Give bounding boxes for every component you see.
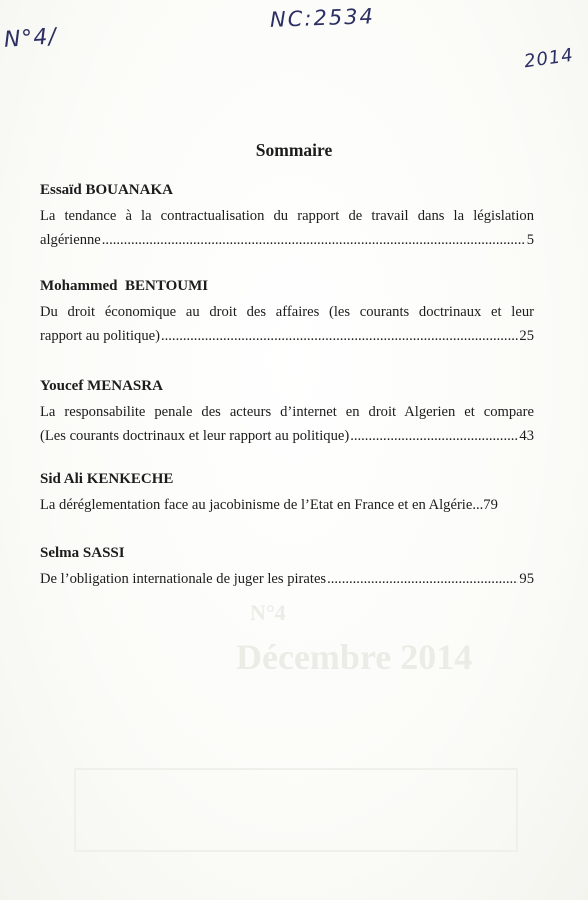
entry-page-number: 79 [483,497,498,513]
dot-leader [161,324,518,348]
handwritten-year: 2014 [522,44,576,73]
dot-leader [327,567,518,591]
entry-author: Mohammed BENTOUMI [40,278,209,294]
page-title: Sommaire [255,140,333,160]
entry-title-line: La déréglementation face au jacobinisme de l’Etat en France et en Algérie... [40,497,484,513]
entry-page-number: 25 [519,328,534,344]
dot-leader [102,228,526,252]
entry-title-line: Du droit économique au droit des affaires (les courants doctrinaux et leur [40,304,534,320]
entry-title [40,493,534,517]
entry-title [40,204,534,252]
entry-title-line: La responsabilite penale des acteurs d’internet en droit Algerien et compare [40,404,534,420]
entry-page-number: 5 [526,232,534,248]
entry-title-line: (Les courants doctrinaux et leur rapport au politique) [40,428,350,444]
toc-entry [40,180,534,252]
entry-title-line: De l’obligation internationale de juger les pirates [40,571,327,587]
handwritten-reference: NC:2534 [269,4,376,32]
toc-entry [40,543,534,591]
entry-author: Selma SASSI [40,545,125,561]
handwritten-issue-number: N°4/ [3,24,58,53]
entry-leader-line [40,228,534,252]
entry-author: Sid Ali KENKECHE [40,471,174,487]
entry-title-line: rapport au politique) [40,328,160,344]
entry-leader-line [40,324,534,348]
toc-entry [40,376,534,448]
entry-title-line: algérienne [40,232,101,248]
show-through-text: Décembre 2014 [236,637,473,677]
toc-entry [40,276,534,348]
entry-author: Youcef MENASRA [40,378,163,394]
entry-author: Essaïd BOUANAKA [40,182,173,198]
toc-entry [40,469,534,517]
entry-page-number: 43 [519,428,534,444]
entry-page-number: 95 [519,571,534,587]
entry-leader-line [40,493,534,517]
entry-leader-line [40,424,534,448]
entry-title [40,300,534,348]
entry-title [40,400,534,448]
show-through-text: N°4 [250,600,286,625]
entry-leader-line [40,567,534,591]
dot-leader [350,424,518,448]
show-through-box [74,768,518,852]
entry-title [40,567,534,591]
entry-title-line: La tendance à la contractualisation du rapport de travail dans la législation [40,208,534,224]
